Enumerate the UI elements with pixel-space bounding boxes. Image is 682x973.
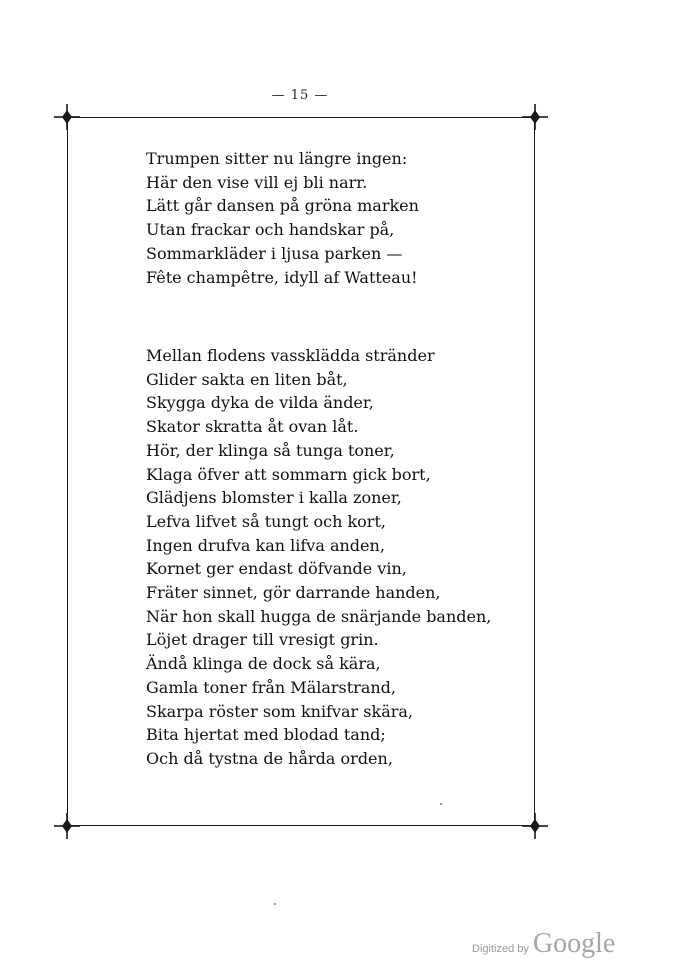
poem-line: Lefva lifvet så tungt och kort, [146,511,386,531]
poem-line: Fête champêtre, idyll af Watteau! [146,267,418,287]
poem-line: Gamla toner från Mälarstrand, [146,677,396,697]
ink-speck [274,903,276,905]
poem-stanza-1 [146,147,419,289]
corner-ornament-top-right [522,104,548,130]
poem-line: Hör, der klinga så tunga toner, [146,440,395,460]
corner-ornament-top-left [54,104,80,130]
diamond-cross-ornament-icon [54,813,80,839]
diamond-cross-ornament-icon [522,104,548,130]
poem-line: Mellan flodens vassklädda stränder [146,346,435,365]
poem-line: Sommarkläder i ljusa parken — [146,243,403,263]
poem-line: Lätt går dansen på gröna marken [146,196,419,216]
poem-line: Här den vise vill ej bli narr. [146,172,368,192]
poem-line: Bita hjertat med blodad tand; [146,725,386,745]
poem-line: Löjet drager till vresigt grin. [146,630,379,650]
diamond-cross-ornament-icon [54,104,80,130]
page-number: — 15 — [271,88,329,103]
corner-ornament-bottom-left [54,813,80,839]
digitized-by-label: Digitized by [472,943,529,955]
poem-line: Ingen drufva kan lifva anden, [146,535,385,555]
poem-line: Klaga öfver att sommarn gick bort, [146,464,431,484]
poem-line: Skygga dyka de vilda änder, [146,393,374,413]
poem-line: Och då tystna de hårda orden, [146,748,393,768]
poem-line: Ändå klinga de dock så kära, [146,654,381,674]
ink-speck [440,803,442,805]
diamond-cross-ornament-icon [522,813,548,839]
poem-line: Utan frackar och handskar på, [146,220,395,240]
poem-line: Glädjens blomster i kalla zoner, [146,488,402,508]
poem-line: Trumpen sitter nu längre ingen: [146,149,408,168]
poem-line: Skator skratta åt ovan låt. [146,417,359,437]
poem-line: Fräter sinnet, gör darrande handen, [146,583,441,603]
poem-line: Kornet ger endast döfvande vin, [146,559,407,579]
corner-ornament-bottom-right [522,813,548,839]
poem-stanza-2 [146,344,491,771]
poem-line: Skarpa röster som knifvar skära, [146,701,414,721]
poem-line: När hon skall hugga de snärjande banden, [146,606,492,626]
google-logo-text: Google [532,928,616,959]
poem-line: Glider sakta en liten båt, [146,369,348,389]
digitized-by-google-watermark [472,928,615,960]
